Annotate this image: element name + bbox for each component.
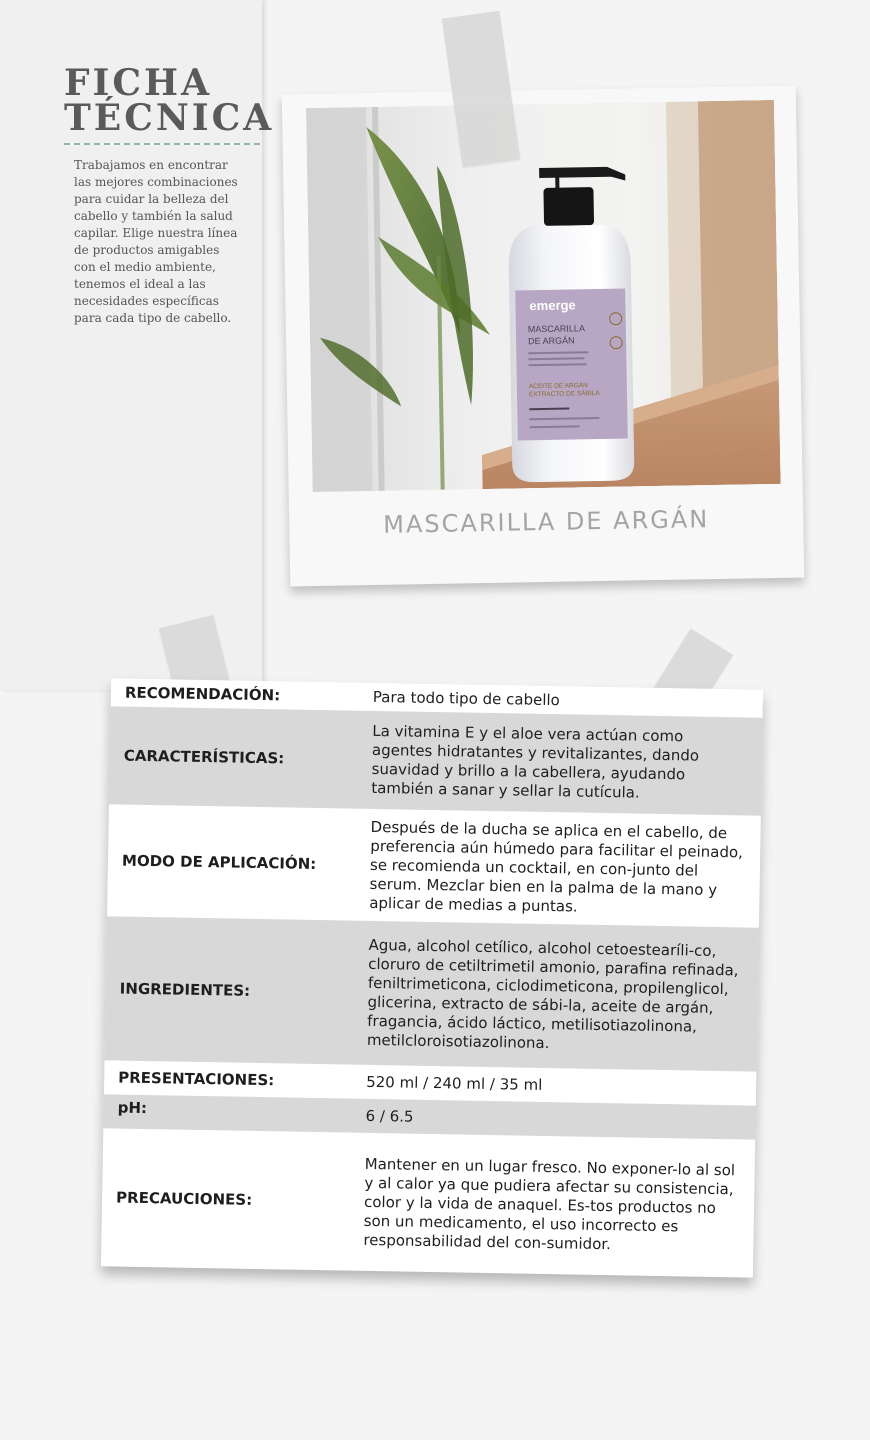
spec-value: Después de la ducha se aplica en el cabello, de preferencia aún húmedo para facilitar el peinado, se recomienda un cocktail, en con-junto del serum. Mezclar bien en la palma de la mano y aplicar de medias a puntas. (369, 817, 744, 916)
spec-row-ingredientes (105, 916, 759, 1071)
label-sub-line-2: EXTRACTO DE SÁBILA (528, 390, 600, 399)
label-name-line-1: MASCARILLA (527, 323, 585, 335)
spec-sheet (101, 678, 763, 1277)
label-name-line-2: DE ARGÁN (528, 335, 575, 347)
page-title-line-2: TÉCNICA (64, 97, 275, 139)
spec-label: CARACTERÍSTICAS: (123, 746, 285, 768)
product-photo-illustration (306, 100, 781, 492)
spec-value: Agua, alcohol cetílico, alcohol cetoestearíli-co, cloruro de cetiltrimetil amonio, parafina refinada, feniltrimeticona, ciclodimeticona, propilenglicol, glicerina, extracto de sábi-la, aceite de argán, fragancia, ácido láctico, metilisotiazolinona, metilcloroisotiazolinona. (366, 935, 739, 1053)
spec-row-precauciones (101, 1128, 755, 1277)
spec-value: 6 / 6.5 (365, 1106, 414, 1126)
spec-row-caracteristicas (109, 706, 763, 815)
spec-value: Para todo tipo de cabello (372, 687, 560, 709)
spec-label: PRECAUCIONES: (115, 1188, 253, 1209)
intro-paragraph: Trabajamos en encontrar las mejores combinaciones para cuidar la belleza del cabello y también la salud capilar. Elige nuestra línea de productos amigables con el medio ambiente, tenemos el ideal a las necesidades específicas para cada tipo de cabello. (74, 158, 238, 325)
page-title (64, 62, 275, 139)
spec-label: RECOMENDACIÓN: (124, 683, 281, 705)
product-caption: MASCARILLA DE ARGÁN (383, 505, 710, 539)
product-photo-card (282, 86, 805, 587)
spec-label: pH: (117, 1098, 148, 1118)
label-sub-line-1: ACEITE DE ARGÁN (528, 382, 588, 391)
spec-row-modo-aplicacion (107, 804, 761, 927)
title-divider (64, 143, 260, 145)
spec-value: 520 ml / 240 ml / 35 ml (366, 1072, 543, 1094)
spec-label: PRESENTACIONES: (118, 1068, 275, 1090)
bottle-cap (543, 187, 594, 226)
window-frame (306, 107, 373, 492)
spec-label: MODO DE APLICACIÓN: (121, 851, 317, 873)
page-title-line-1: FICHA (64, 62, 212, 104)
product-photo (306, 100, 781, 492)
spec-label: INGREDIENTES: (119, 979, 251, 1000)
label-brand-text: emerge (529, 297, 576, 314)
spec-value: La vitamina E y el aloe vera actúan como agentes hidratantes y revitalizantes, dando suavidad y brillo a la cabellera, ayudando también a sanar y sellar la cutícula. (371, 721, 700, 802)
spec-value: Mantener en un lugar fresco. No exponer-lo al sol y al calor ya que pudiera afectar su consistencia, color y la vida de anaquel. Es-tos productos no son un medicamento, el uso incorrecto es responsabilidad del con-sumidor. (363, 1154, 736, 1253)
